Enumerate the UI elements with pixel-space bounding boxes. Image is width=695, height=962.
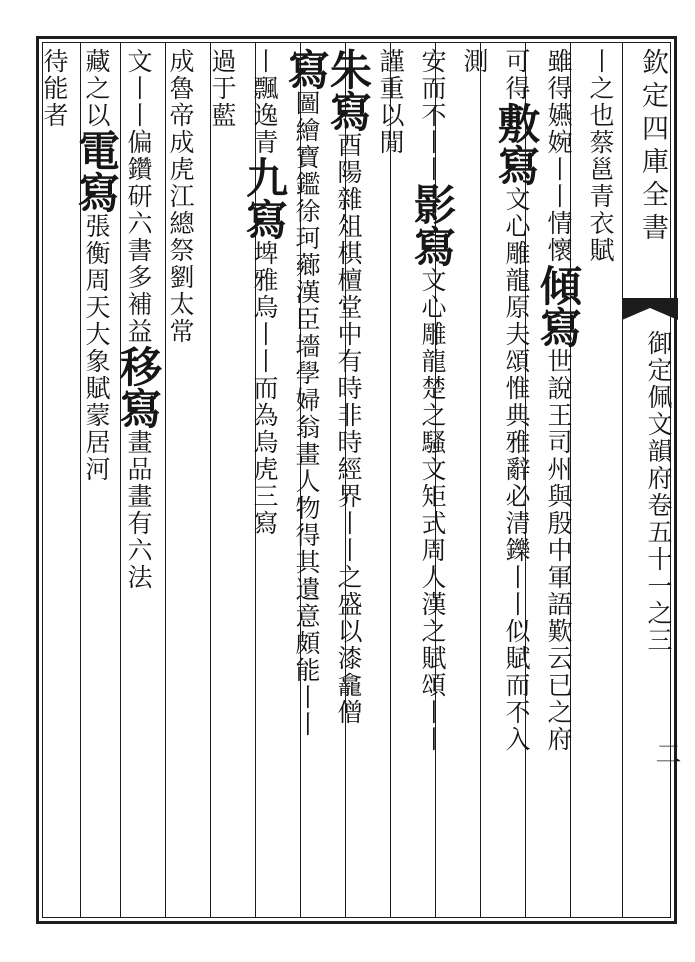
volume-label: 御定佩文韻府卷五十一之三 [644,330,673,654]
headword: 傾寫 [534,264,583,348]
text-column [324,48,373,726]
text-column [161,48,199,345]
headword: 朱寫 [324,48,373,132]
column-text: 文丨丨偏鑽研六書多補益 [124,48,153,345]
text-column [455,48,493,75]
column-text: 畫品畫有六法 [124,429,153,591]
column-text: 安而不丨丨 [418,48,447,183]
headword: 移寫 [114,345,163,429]
fishtail-ornament-icon [622,298,678,320]
text-column [114,48,163,591]
text-column [534,48,583,753]
column-text: 測 [460,48,489,75]
column-rule [480,42,481,918]
column-rule [390,42,391,918]
text-column [492,48,541,753]
column-rule [210,42,211,918]
column-text: 可得 [502,48,531,102]
text-column [371,48,409,156]
column-text: 埤雅烏丨丨而為烏虎三寫 [250,240,279,537]
book-title: 欽定四庫全書 [637,48,668,246]
text-column [581,48,619,264]
column-text: 世說王司州與殷中軍語歎云已之府 [544,348,573,753]
column-text: 謹重以閒 [376,48,405,156]
headword: 九寫 [240,156,289,240]
column-text: 丨飄逸青 [250,48,279,156]
column-text: 藏之以 [82,48,111,129]
column-text: 丨之也蔡邕青衣賦 [586,48,615,264]
column-text: 過于藍 [208,48,237,129]
text-column [408,48,457,753]
text-column [72,48,121,483]
headword: 影寫 [408,183,457,267]
page-number: 二 [651,740,681,766]
headword: 寫 [282,48,331,90]
column-text: 文心雕龍楚之騷文矩式周人漢之賦頌丨丨 [418,267,447,753]
column-text: 張衡周天大象賦蒙居河 [82,213,111,483]
column-text: 圖繪寶鑑徐珂薌漢臣墻學婦翁畫人物得其遺意頗能丨丨 [292,90,321,738]
column-text: 待能者 [40,48,69,129]
margin-rule [622,42,623,918]
column-text: 文心雕龍原夫頌惟典雅辭必清鑠丨丨似賦而不入 [502,186,531,753]
column-text: 酉陽雜俎棋檀堂中有時非時經界丨丨之盛以漆龕僧 [334,132,363,726]
text-column [240,48,289,537]
text-column [282,48,331,738]
column-text: 成魯帝成虎江總祭劉太常 [166,48,195,345]
headword: 敷寫 [492,102,541,186]
text-column [203,48,241,129]
column-text: 雖得嬿婉丨丨情懷 [544,48,573,264]
headword: 電寫 [72,129,121,213]
text-column [35,48,73,129]
